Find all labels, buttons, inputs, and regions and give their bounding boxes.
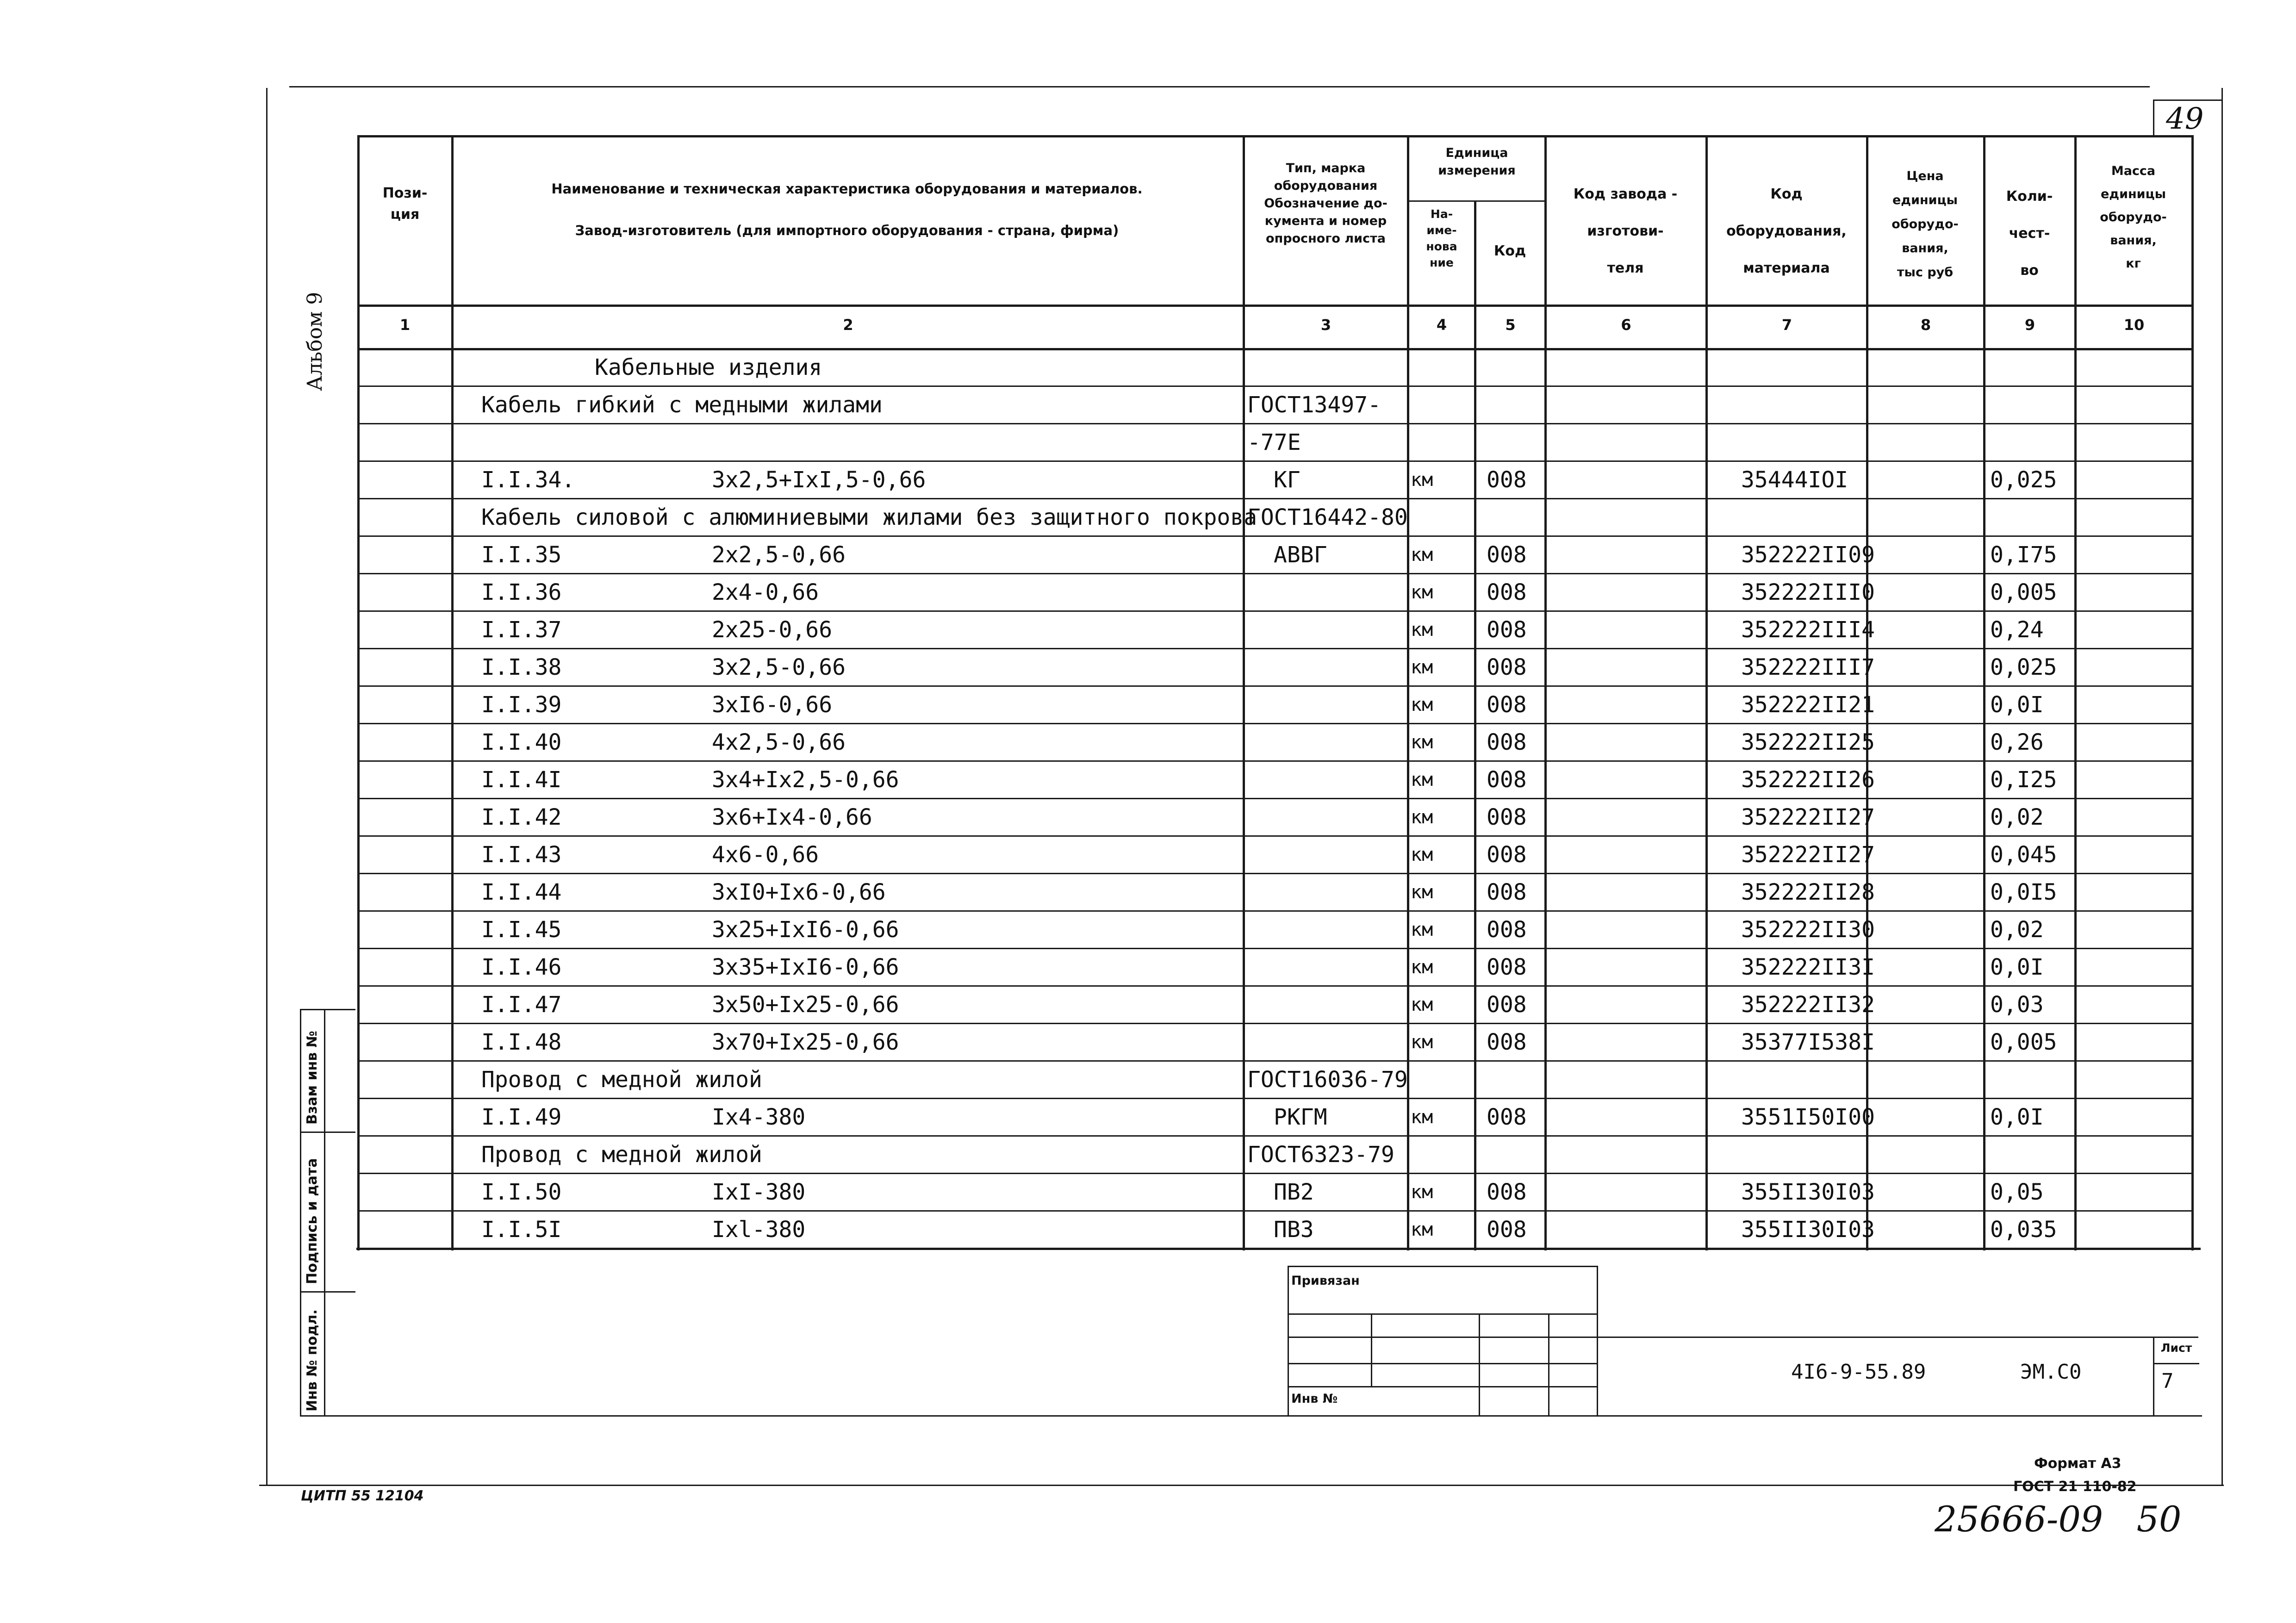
cell-qty: 0,0I5 — [1990, 879, 2057, 905]
cell-code: 008 — [1487, 1029, 1527, 1055]
cell-qty: 0,02 — [1990, 917, 2044, 943]
cell-spec: Iх4-380 — [712, 1104, 806, 1130]
stamp-line-1 — [1288, 1313, 1597, 1315]
row-line — [359, 423, 2191, 424]
cell-unit: км — [1411, 882, 1433, 903]
colnum-10: 10 — [2123, 316, 2145, 334]
header-unit-code: Код — [1493, 243, 1526, 259]
cell-equip: 352222III4 — [1741, 617, 1875, 643]
cell-qty: 0,005 — [1990, 579, 2057, 605]
cell-code: 008 — [1487, 767, 1527, 793]
colnum-8: 8 — [1920, 316, 1931, 334]
cell-code: 008 — [1487, 579, 1527, 605]
cell-equip: 35377I538I — [1741, 1029, 1875, 1055]
row-line — [359, 1023, 2191, 1024]
row-line — [359, 910, 2191, 912]
cell-unit: км — [1411, 694, 1433, 715]
cell-equip: 352222II26 — [1741, 767, 1875, 793]
header-unit-name: На- име- нова ние — [1426, 207, 1457, 269]
stamp-v-3 — [1479, 1313, 1480, 1415]
cell-pos: I.I.38 — [481, 654, 562, 680]
cell-heading: Кабельные изделия — [595, 354, 822, 380]
cell-equip: 35444IOI — [1741, 467, 1848, 493]
cell-qty: 0,045 — [1990, 842, 2057, 868]
cell-name: Провод с медной жилой — [481, 1067, 762, 1093]
row-line — [359, 760, 2191, 762]
strip-left-line — [300, 1009, 301, 1416]
cell-spec: 3х2,5+IхI,5-0,66 — [712, 467, 926, 493]
strip-vzam: Взам инв № — [304, 1031, 320, 1125]
cell-type: ПВ2 — [1274, 1179, 1314, 1205]
left-frame-line — [266, 88, 268, 1486]
cell-pos: I.I.45 — [481, 917, 562, 943]
cell-equip: 352222II32 — [1741, 992, 1875, 1018]
col-line-right — [2191, 135, 2194, 1250]
cell-qty: 0,005 — [1990, 1029, 2057, 1055]
header-pos: Пози- ция — [382, 185, 428, 223]
cell-code: 008 — [1487, 842, 1527, 868]
cell-pos: I.I.42 — [481, 804, 562, 830]
col-line-9 — [2074, 135, 2077, 1250]
cell-pos: I.I.43 — [481, 842, 562, 868]
cell-code: 008 — [1487, 954, 1527, 980]
strip-line-2 — [300, 1132, 355, 1133]
footer-handwritten: 25666-09 50 — [1935, 1499, 2182, 1540]
colnum-5: 5 — [1505, 316, 1516, 334]
header-type: Тип, марка оборудования Обозначение до- кумента и номер опросного листа — [1264, 161, 1388, 246]
sheet-mark-box-top — [2153, 99, 2222, 101]
cell-spec: 4х2,5-0,66 — [712, 729, 846, 755]
cell-unit: км — [1411, 582, 1433, 603]
strip-signed: Подпись и дата — [304, 1158, 320, 1284]
stamp-v-1 — [1288, 1266, 1289, 1416]
col-line-1 — [451, 135, 454, 1250]
cell-unit: км — [1411, 544, 1433, 566]
row-line — [359, 873, 2191, 874]
footer-format: Формат А3 — [2034, 1455, 2122, 1472]
col-line-6 — [1705, 135, 1708, 1250]
cell-pos: I.I.50 — [481, 1179, 562, 1205]
cell-qty: 0,03 — [1990, 992, 2044, 1018]
cell-code: 008 — [1487, 1179, 1527, 1205]
header-qty: Коли- чест- во — [2006, 188, 2053, 279]
header-bottom-line — [359, 305, 2194, 307]
cell-equip: 352222II27 — [1741, 842, 1875, 868]
row-line — [359, 835, 2191, 837]
unit-split-line — [1408, 200, 1546, 202]
cell-type: ГОСТ16036-79 — [1247, 1067, 1408, 1093]
cell-code: 008 — [1487, 804, 1527, 830]
cell-pos: I.I.40 — [481, 729, 562, 755]
header-equip-code: Код оборудования, материала — [1726, 186, 1847, 276]
header-mass: Масса единицы оборудо- вания, кг — [2100, 164, 2167, 271]
stamp-doc-code: 4I6-9-55.89 — [1791, 1360, 1926, 1384]
cell-qty: 0,24 — [1990, 617, 2044, 643]
cell-pos: I.I.36 — [481, 579, 562, 605]
stamp-line-3 — [1288, 1363, 1597, 1364]
colnum-1: 1 — [399, 316, 411, 334]
cell-equip: 352222III7 — [1741, 654, 1875, 680]
cell-pos: I.I.39 — [481, 692, 562, 718]
footer-cipp: ЦИТП 55 12104 — [301, 1488, 424, 1504]
cell-name: Кабель гибкий с медными жилами — [481, 392, 883, 418]
cell-pos: I.I.37 — [481, 617, 562, 643]
cell-pos: I.I.46 — [481, 954, 562, 980]
colnum-3: 3 — [1320, 316, 1332, 334]
cell-equip: 352222II28 — [1741, 879, 1875, 905]
cell-spec: 4х6-0,66 — [712, 842, 819, 868]
cell-spec: 3х25+IхI6-0,66 — [712, 917, 899, 943]
cell-equip: 352222II25 — [1741, 729, 1875, 755]
header-plant-code: Код завода - изготови- теля — [1573, 186, 1678, 276]
cell-qty: 0,26 — [1990, 729, 2044, 755]
row-line — [359, 1060, 2191, 1062]
cell-pos: I.I.35 — [481, 542, 562, 568]
cell-equip: 352222III0 — [1741, 579, 1875, 605]
cell-type: РКГМ — [1274, 1104, 1327, 1130]
cell-pos: I.I.5I — [481, 1217, 562, 1243]
header-unit: Единица измерения — [1438, 146, 1516, 178]
stamp-right-top — [1597, 1337, 2198, 1338]
row-line — [359, 610, 2191, 612]
cell-type: ГОСТ16442-80 — [1247, 504, 1408, 530]
colnum-bottom-line — [359, 348, 2194, 350]
row-line — [359, 573, 2191, 574]
album-label: Альбом 9 — [303, 292, 327, 391]
row-line — [359, 948, 2191, 949]
stamp-doc-suffix: ЭМ.С0 — [2020, 1360, 2082, 1384]
cell-qty: 0,0I — [1990, 692, 2044, 718]
colnum-4: 4 — [1436, 316, 1447, 334]
colnum-2: 2 — [843, 316, 853, 334]
header-price: Цена единицы оборудо- вания, тыс руб — [1892, 169, 1959, 280]
stamp-v-2 — [1371, 1313, 1372, 1387]
cell-spec: 3х6+Iх4-0,66 — [712, 804, 872, 830]
cell-equip: 355II30I03 — [1741, 1217, 1875, 1243]
cell-unit: км — [1411, 994, 1433, 1015]
cell-equip: 352222II30 — [1741, 917, 1875, 943]
cell-type: ГОСТ13497- — [1247, 392, 1381, 418]
colnum-7: 7 — [1781, 316, 1792, 334]
row-line — [359, 1210, 2191, 1212]
cell-code: 008 — [1487, 1104, 1527, 1130]
bottom-frame-line — [259, 1485, 2224, 1486]
cell-code: 008 — [1487, 467, 1527, 493]
cell-unit: км — [1411, 657, 1433, 678]
row-line — [359, 535, 2191, 537]
col-line-5 — [1544, 135, 1547, 1250]
cell-spec: 3х50+Iх25-0,66 — [712, 992, 899, 1018]
cell-unit: км — [1411, 469, 1433, 491]
cell-qty: 0,035 — [1990, 1217, 2057, 1243]
row-line — [359, 460, 2191, 462]
cell-spec: 3хI0+Iх6-0,66 — [712, 879, 886, 905]
col-line-4 — [1474, 200, 1476, 1250]
header-name-line2: Завод-изготовитель (для импортного оборудования - страна, фирма) — [575, 223, 1119, 238]
cell-unit: км — [1411, 1032, 1433, 1053]
stamp-inv: Инв № — [1291, 1392, 1338, 1406]
cell-spec: 2х4-0,66 — [712, 579, 819, 605]
cell-type: -77Е — [1247, 429, 1301, 455]
top-frame-line — [289, 86, 2150, 87]
cell-spec: IхI-380 — [712, 1179, 806, 1205]
table-bottom-line — [356, 1248, 2201, 1250]
cell-unit: км — [1411, 957, 1433, 978]
cell-qty: 0,0I — [1990, 954, 2044, 980]
cell-code: 008 — [1487, 1217, 1527, 1243]
colnum-9: 9 — [2024, 316, 2035, 334]
cell-unit: км — [1411, 807, 1433, 828]
stamp-sheet-h — [2153, 1363, 2199, 1364]
cell-spec: 3х4+Iх2,5-0,66 — [712, 767, 899, 793]
cell-unit: км — [1411, 769, 1433, 790]
cell-qty: 0,025 — [1990, 654, 2057, 680]
cell-code: 008 — [1487, 617, 1527, 643]
cell-spec: 3хI6-0,66 — [712, 692, 833, 718]
header-name-line1: Наименование и техническая характеристика оборудования и материалов. — [551, 181, 1143, 197]
stamp-sheet-no: 7 — [2161, 1369, 2174, 1393]
sheet-mark-box-left — [2153, 99, 2154, 137]
cell-spec: 3х70+Iх25-0,66 — [712, 1029, 899, 1055]
cell-equip: 355II30I03 — [1741, 1179, 1875, 1205]
row-line — [359, 386, 2191, 387]
stamp-top — [1288, 1266, 1597, 1267]
cell-equip: 352222II27 — [1741, 804, 1875, 830]
row-line — [359, 648, 2191, 649]
cell-pos: I.I.49 — [481, 1104, 562, 1130]
cell-type: КГ — [1274, 467, 1300, 493]
row-line — [359, 685, 2191, 687]
colnum-6: 6 — [1621, 316, 1631, 334]
cell-unit: км — [1411, 1219, 1433, 1240]
row-line — [359, 798, 2191, 799]
cell-code: 008 — [1487, 692, 1527, 718]
stamp-v-5 — [1597, 1266, 1598, 1416]
cell-qty: 0,I25 — [1990, 767, 2057, 793]
sheet-mark: 49 — [2166, 102, 2204, 136]
cell-qty: 0,05 — [1990, 1179, 2044, 1205]
cell-code: 008 — [1487, 879, 1527, 905]
cell-qty: 0,0I — [1990, 1104, 2044, 1130]
cell-spec: 2х25-0,66 — [712, 617, 833, 643]
right-frame-line — [2221, 88, 2223, 1486]
cell-pos: I.I.4I — [481, 767, 562, 793]
col-line-2 — [1243, 135, 1245, 1250]
cell-name: Кабель силовой с алюминиевыми жилами без защитного покрова — [481, 504, 1257, 530]
cell-pos: I.I.44 — [481, 879, 562, 905]
cell-spec: 3х35+IхI6-0,66 — [712, 954, 899, 980]
cell-code: 008 — [1487, 992, 1527, 1018]
cell-unit: км — [1411, 619, 1433, 640]
row-line — [359, 1098, 2191, 1099]
cell-equip: 352222II3I — [1741, 954, 1875, 980]
strip-mid-line — [324, 1009, 325, 1416]
strip-bottom-line — [300, 1415, 2202, 1417]
cell-type: ГОСТ6323-79 — [1247, 1142, 1394, 1168]
cell-code: 008 — [1487, 654, 1527, 680]
cell-spec: Iхl-380 — [712, 1217, 806, 1243]
cell-type: ПВ3 — [1274, 1217, 1314, 1243]
cell-qty: 0,I75 — [1990, 542, 2057, 568]
cell-code: 008 — [1487, 542, 1527, 568]
strip-line-3 — [300, 1291, 355, 1293]
row-line — [359, 723, 2191, 724]
cell-code: 008 — [1487, 917, 1527, 943]
row-line — [359, 1135, 2191, 1137]
cell-spec: 2х2,5-0,66 — [712, 542, 846, 568]
cell-type: АВВГ — [1274, 542, 1327, 568]
stamp-bound: Привязан — [1291, 1274, 1360, 1288]
cell-equip: 352222II09 — [1741, 542, 1875, 568]
cell-qty: 0,02 — [1990, 804, 2044, 830]
cell-unit: км — [1411, 919, 1433, 940]
cell-unit: км — [1411, 1107, 1433, 1128]
cell-code: 008 — [1487, 729, 1527, 755]
cell-unit: км — [1411, 732, 1433, 753]
row-line — [359, 1173, 2191, 1174]
cell-spec: 3х2,5-0,66 — [712, 654, 846, 680]
table-top-line — [359, 135, 2194, 137]
strip-top-line — [300, 1009, 355, 1010]
cell-qty: 0,025 — [1990, 467, 2057, 493]
row-line — [359, 498, 2191, 499]
strip-inv-orig: Инв № подл. — [304, 1309, 320, 1412]
stamp-sheet-label: Лист — [2160, 1341, 2192, 1355]
col-line-left — [357, 135, 360, 1250]
footer-gost: ГОСТ 21 110-82 — [2013, 1479, 2137, 1495]
stamp-line-4 — [1288, 1386, 1597, 1387]
col-line-8 — [1983, 135, 1985, 1250]
row-line — [359, 985, 2191, 987]
stamp-line-2 — [1288, 1337, 1597, 1338]
cell-pos: I.I.47 — [481, 992, 562, 1018]
cell-pos: I.I.48 — [481, 1029, 562, 1055]
cell-pos: I.I.34. — [481, 467, 575, 493]
cell-equip: 3551I50I00 — [1741, 1104, 1875, 1130]
stamp-v-4 — [1548, 1313, 1549, 1415]
cell-equip: 352222II21 — [1741, 692, 1875, 718]
cell-name: Провод с медной жилой — [481, 1142, 762, 1168]
cell-unit: км — [1411, 1181, 1433, 1203]
cell-unit: км — [1411, 844, 1433, 865]
